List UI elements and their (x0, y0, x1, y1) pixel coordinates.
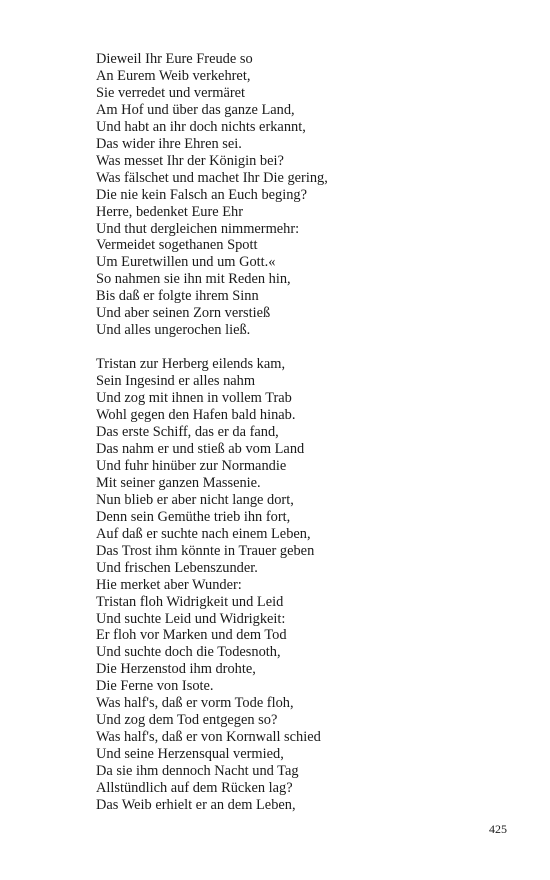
verse-line: Allstündlich auf dem Rücken lag? (96, 780, 293, 797)
verse-line: Und alles ungerochen ließ. (96, 322, 251, 339)
verse-line: Tristan floh Widrigkeit und Leid (96, 593, 284, 610)
verse-line: Da sie ihm dennoch Nacht und Tag (96, 763, 299, 780)
verse-line: Mit seiner ganzen Massenie. (96, 474, 261, 491)
verse-line: Vermeidet sogethanen Spott (96, 237, 258, 254)
verse-line: Hie merket aber Wunder: (96, 576, 242, 593)
verse-line: Und zog mit ihnen in vollem Trab (96, 390, 292, 407)
verse-line: Das wider ihre Ehren sei. (96, 135, 242, 152)
verse-line: Die nie kein Falsch an Euch beging? (96, 186, 307, 203)
verse-line: Das nahm er und stieß ab vom Land (96, 440, 305, 457)
verse-line: Die Herzenstod ihm drohte, (96, 661, 256, 678)
stanza-break (96, 339, 516, 356)
verse-line: Und aber seinen Zorn verstieß (96, 305, 271, 322)
verse-line: Und seine Herzensqual vermied, (96, 746, 284, 763)
verse-line: Herre, bedenket Eure Ehr (96, 203, 244, 220)
verse-line: Und suchte Leid und Widrigkeit: (96, 610, 286, 627)
verse-line: Was fälschet und machet Ihr Die gering, (96, 169, 328, 186)
verse-line: Das Weib erhielt er an dem Leben, (96, 796, 296, 813)
verse-line: Auf daß er suchte nach einem Leben, (96, 525, 311, 542)
verse-line: So nahmen sie ihn mit Reden hin, (96, 271, 291, 288)
page-number: 425 (489, 822, 507, 836)
verse-line: Tristan zur Herberg eilends kam, (96, 356, 286, 373)
verse-line: Das Trost ihm könnte in Trauer geben (96, 542, 315, 559)
verse-line: An Eurem Weib verkehret, (96, 67, 251, 84)
verse-line: Und thut dergleichen nimmermehr: (96, 220, 300, 237)
verse-line: Wohl gegen den Hafen bald hinab. (96, 407, 296, 424)
verse-line: Sein Ingesind er alles nahm (96, 373, 256, 390)
verse-line: Und habt an ihr doch nichts erkannt, (96, 118, 306, 135)
verse-line: Und zog dem Tod entgegen so? (96, 712, 278, 729)
verse-line: Bis daß er folgte ihrem Sinn (96, 288, 259, 305)
verse-line: Und fuhr hinüber zur Normandie (96, 457, 287, 474)
verse-line: Denn sein Gemüthe trieb ihn fort, (96, 508, 291, 525)
verse-line: Nun blieb er aber nicht lange dort, (96, 491, 294, 508)
verse-line: Dieweil Ihr Eure Freude so (96, 51, 253, 67)
verse-line: Und suchte doch die Todesnoth, (96, 644, 281, 661)
verse-line: Was half's, daß er vorm Tode floh, (96, 695, 294, 712)
stanza-2 (96, 356, 516, 814)
stanza-1 (96, 51, 516, 339)
verse-line: Sie verredet und vermäret (96, 84, 246, 101)
verse-line: Die Ferne von Isote. (96, 678, 214, 695)
verse-line: Was messet Ihr der Königin bei? (96, 152, 284, 169)
verse-line: Und frischen Lebenszunder. (96, 559, 258, 576)
verse-line: Am Hof und über das ganze Land, (96, 101, 295, 118)
verse-line: Was half's, daß er von Kornwall schied (96, 729, 321, 746)
verse-line: Um Euretwillen und um Gott.« (96, 254, 276, 271)
verse-line: Er floh vor Marken und dem Tod (96, 627, 287, 644)
verse-line: Das erste Schiff, das er da fand, (96, 424, 279, 441)
poem-text (96, 51, 516, 814)
